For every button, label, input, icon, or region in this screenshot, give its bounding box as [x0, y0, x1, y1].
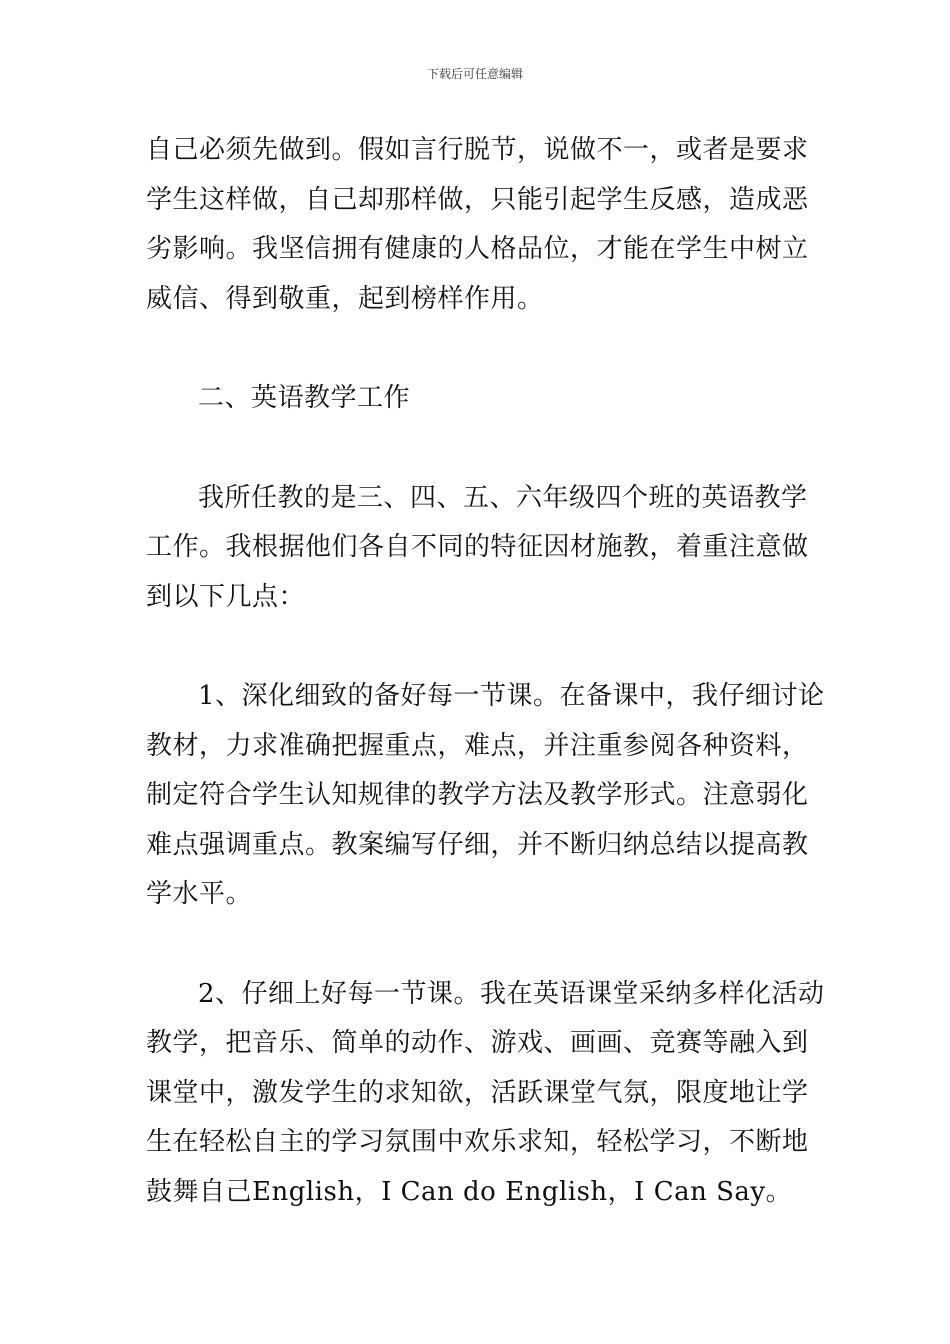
text-line: 到以下几点：	[146, 581, 306, 612]
section-heading	[146, 374, 810, 424]
paragraph-continuation	[146, 126, 810, 324]
paragraph-gap	[146, 622, 810, 672]
text-line: 教材，力求准确把握重点，难点，并注重参阅各种资料，	[146, 730, 809, 761]
text-line: 鼓舞自己English，I Can do English，I Can Say。	[146, 1176, 793, 1207]
text-line: 自己必须先做到。假如言行脱节，说做不一，或者是要求	[146, 135, 809, 165]
paragraph-point-1	[146, 672, 825, 920]
paragraph-point-2	[146, 970, 825, 1218]
heading-text: 二、英语教学工作	[198, 383, 411, 413]
text-line: 工作。我根据他们各自不同的特征因材施教，着重注意做	[146, 532, 809, 562]
text-line: 学生这样做，自己却那样做，只能引起学生反感，造成恶	[146, 184, 809, 215]
text-line: 2、仔细上好每一节课。我在英语课堂采纳多样化活动	[198, 978, 825, 1009]
page-header-note: 下载后可任意编辑	[426, 67, 523, 81]
text-line: 我所任教的是三、四、五、六年级四个班的英语教学	[198, 482, 808, 513]
text-line: 难点强调重点。教案编写仔细，并不断归纳总结以提高教	[146, 829, 809, 860]
text-line: 制定符合学生认知规律的教学方法及教学形式。注意弱化	[146, 780, 809, 810]
paragraph-gap	[146, 424, 810, 474]
text-line: 教学，把音乐、简单的动作、游戏、画画、竞赛等融入到	[146, 1028, 809, 1058]
text-line: 劣影响。我坚信拥有健康的人格品位，才能在学生中树立	[146, 234, 809, 264]
text-line: 生在轻松自主的学习氛围中欢乐求知，轻松学习，不断地	[146, 1127, 809, 1157]
text-line: 1、深化细致的备好每一节课。在备课中，我仔细讨论	[198, 681, 825, 711]
text-line: 课堂中，激发学生的求知欲，活跃课堂气氛，限度地让学	[146, 1077, 809, 1108]
document-body	[146, 126, 825, 1217]
paragraph-gap	[146, 324, 810, 374]
text-line: 学水平。	[146, 879, 253, 909]
paragraph-gap	[146, 920, 810, 970]
text-line: 威信、得到敬重，起到榜样作用。	[146, 283, 544, 314]
paragraph-intro	[146, 474, 810, 623]
